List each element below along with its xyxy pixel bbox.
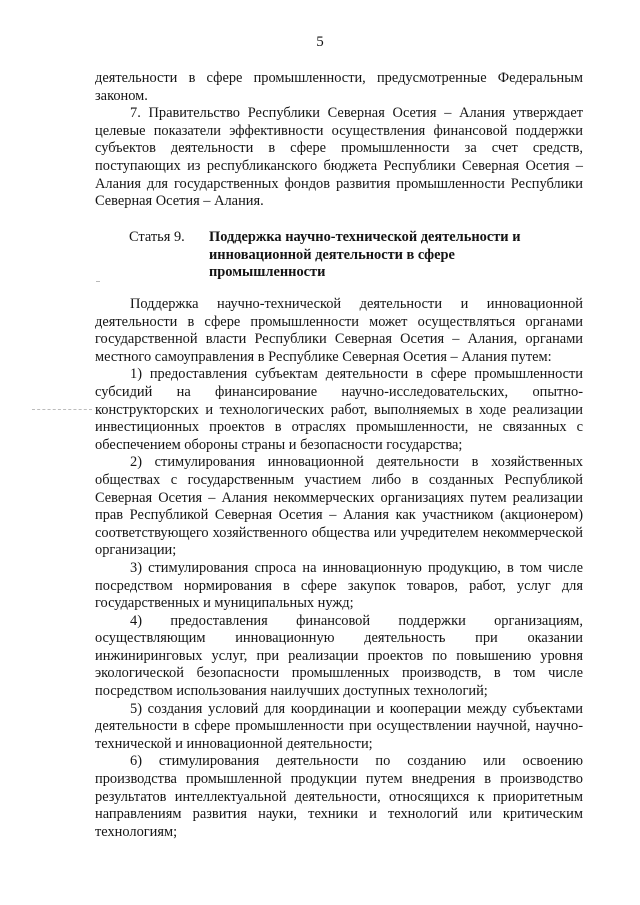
list-item-1: 1) предоставления субъектам деятельности в сфере промышленности субсидий на финансирование научно-исследовательских, опытно-конструкторских и технологических работ, выполняемых в ходе реализации инвестиционных проектов в отраслях промышленности, не связанных с обеспечением обороны страны и безопасности государства; [95,366,583,453]
list-item-4: 4) предоставления финансовой поддержки организациям, осуществляющим инновационную деятельность при оказании инжиниринговых услуг, при реализации проектов по повышению уровня экологической безопасности промышленных производств, в том числе посредством использования наилучших доступных технологий; [95,612,583,700]
list-item-5: 5) создания условий для координации и кооперации между субъектами деятельности в сфере промышленности при осуществлении научной, научно-технической и инновационной деятельности; [95,700,583,752]
scan-mark [96,281,100,282]
page-number: 5 [316,34,324,50]
article-number: Статья 9. [129,229,185,245]
list-item-3: 3) стимулирования спроса на инновационную продукцию, в том числе посредством нормирования в сфере закупок товаров, работ, услуг для государственных и муниципальных нужд; [95,559,583,612]
list-item-2: 2) стимулирования инновационной деятельности в хозяйственных обществах с государственным участием либо в созданных Республикой Северная Осетия – Алания некоммерческих организациях путем реализации прав Республикой Северная Осетия – Алания как участником (акционером) соответствующего хозяйственного общества или учредителем некоммерческой организации; [95,454,583,559]
paragraph-item-7: 7. Правительство Республики Северная Осетия – Алания утверждает целевые показатели эффективности осуществления финансовой поддержки субъектов деятельности в сфере промышленности за счет средств, поступающих из республиканского бюджета Республики Северная Осетия – Алания для государственных фондов развития промышленности Республики Северная Осетия – Алания. [95,105,583,210]
top-text-block [95,70,583,211]
paragraph-intro: Поддержка научно-технической деятельности и инновационной деятельности в сфере промышленности может осуществляться органами государственной власти Республики Северная Осетия – Алания, органами местного самоуправления в Республике Северная Осетия – Алания путем: [95,296,583,365]
article-body [95,296,583,841]
scan-margin-line [32,409,92,410]
paragraph-continuation: деятельности в сфере промышленности, предусмотренные Федеральным законом. [95,70,583,104]
list-item-6: 6) стимулирования деятельности по созданию или освоению производства промышленной продукции путем внедрения в производство результатов интеллектуальной деятельности, относящихся к приоритетным направлениям развития науки, техники и технологий или критическим технологиям; [95,753,583,840]
article-title: Поддержка научно-технической деятельности и инновационной деятельности в сфере промышленности [209,229,521,281]
